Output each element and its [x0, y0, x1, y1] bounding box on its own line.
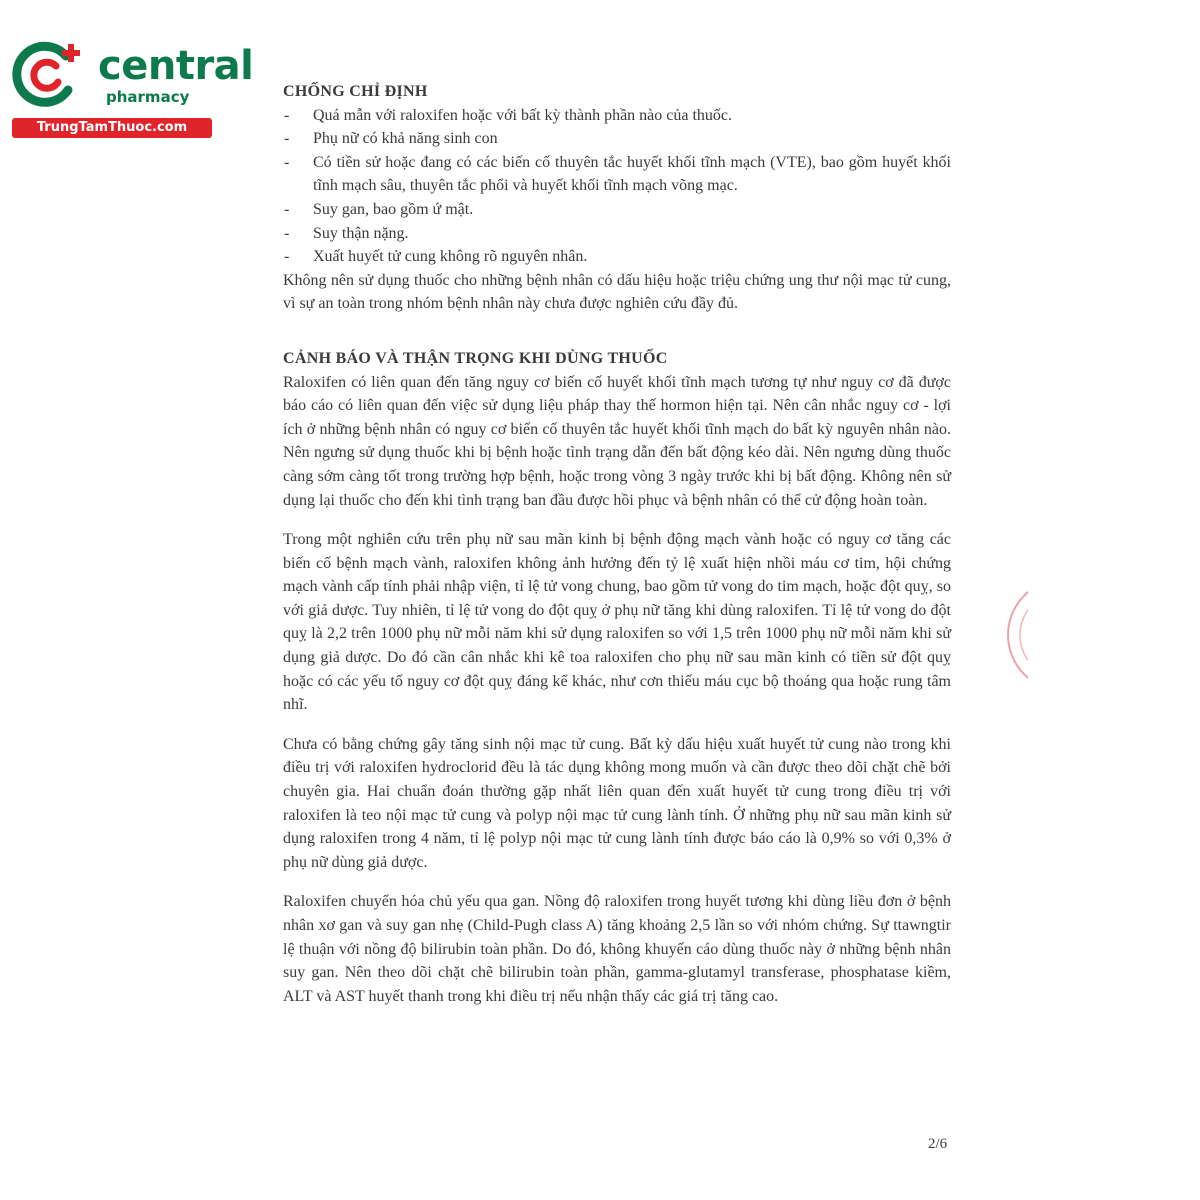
stamp-fragment-icon	[1004, 560, 1028, 710]
central-pharmacy-logo-icon	[10, 38, 90, 110]
list-item: - Suy thận nặng.	[283, 222, 951, 246]
section-heading-contraindications: CHỐNG CHỈ ĐỊNH	[283, 83, 428, 100]
section-heading-warnings: CẢNH BÁO VÀ THẬN TRỌNG KHI DÙNG THUỐC	[283, 349, 668, 367]
list-item: - Xuất huyết tử cung không rõ nguyên nhân.	[283, 245, 951, 269]
brand-logo	[10, 36, 254, 136]
document-body	[283, 80, 951, 1008]
list-item: - Phụ nữ có khả năng sinh con	[283, 127, 951, 151]
paragraph: Raloxifen chuyển hóa chủ yếu qua gan. Nồng độ raloxifen trong huyết tương khi dùng liều đơn ở bệnh nhân xơ gan và suy gan nhẹ (Child-Pugh class A) tăng khoảng 2,5 lần so với nhóm chứng. Sự ttawngtir lệ thuận với nồng độ bilirubin toàn phần. Do đó, không khuyến cáo dùng thuốc này ở những bệnh nhân suy gan. Nên theo dõi chặt chẽ bilirubin toàn phần, gamma-glutamyl transferase, phosphatase kiềm, ALT và AST huyết thanh trong khi điều trị nếu nhận thấy các giá trị tăng cao.	[283, 893, 951, 1005]
brand-subtitle: pharmacy	[106, 88, 190, 106]
list-item: - Quá mẫn với raloxifen hoặc với bất kỳ thành phần nào của thuốc.	[283, 104, 951, 128]
paragraph: Chưa có bằng chứng gây tăng sinh nội mạc tử cung. Bất kỳ dấu hiệu xuất huyết tử cung nào trong khi điều trị với raloxifen hydroclorid đều là tác dụng không mong muốn và cần được theo dõi chặt chẽ bởi chuyên gia. Hai chuẩn đoán thường gặp nhất liên quan đến xuất huyết tử cung trong điều trị với raloxifen là teo nội mạc tử cung và polyp nội mạc tử cung lành tính. Ở những phụ nữ sau mãn kinh sử dụng raloxifen trong 4 năm, tỉ lệ polyp nội mạc tử cung lành tính được báo cáo là 0,9% so với 0,3% ở phụ nữ dùng giả dược.	[283, 735, 951, 871]
brand-name: central	[98, 43, 254, 89]
brand-url: TrungTamThuoc.com	[12, 118, 212, 138]
page-number: 2/6	[928, 1136, 948, 1152]
paragraph: Trong một nghiên cứu trên phụ nữ sau mãn kinh bị bệnh động mạch vành hoặc có nguy cơ tăng các biến cố bệnh mạch vành, raloxifen không ảnh hưởng đến tỷ lệ xuất hiện nhồi máu cơ tim, hội chứng mạch vành cấp tính phải nhập viện, tỉ lệ tử vong chung, bao gồm tử vong do tim mạch, hoặc đột quỵ, so với giả dược. Tuy nhiên, tỉ lệ tử vong do đột quỵ ở phụ nữ tăng khi dùng raloxifen. Tỉ lệ tử vong do đột quỵ là 2,2 trên 1000 phụ nữ mỗi năm khi sử dụng raloxifen so với 1,5 trên 1000 phụ nữ mỗi năm khi sử dụng giả dược. Do đó cần cân nhắc khi kê toa raloxifen cho phụ nữ sau mãn kinh có tiền sử đột quỵ hoặc có các yếu tố nguy cơ đột quỵ đáng kể khác, như cơn thiếu máu cục bộ thoáng qua hoặc rung tâm nhĩ.	[283, 531, 951, 714]
list-item: - Suy gan, bao gồm ứ mật.	[283, 198, 951, 222]
paragraph: Raloxifen có liên quan đến tăng nguy cơ biến cố huyết khối tĩnh mạch tương tự như nguy cơ đã được báo cáo có liên quan đến việc sử dụng liệu pháp thay thế hormon hiện tại. Nên cân nhắc nguy cơ - lợi ích ở những bệnh nhân có nguy cơ biến cố thuyên tắc huyết khối tĩnh mạch do bất kỳ nguyên nhân nào. Nên ngưng sử dụng thuốc khi bị bệnh hoặc tình trạng dẫn đến bất động kéo dài. Nên ngưng dùng thuốc càng sớm càng tốt trong trường hợp bệnh, hoặc trong vòng 3 ngày trước khi bị bất động. Không nên sử dụng lại thuốc cho đến khi tình trạng ban đầu được hồi phục và bệnh nhân có thể cử động hoàn toàn.	[283, 373, 951, 509]
contraindication-list	[283, 104, 951, 269]
contraindication-note: Không nên sử dụng thuốc cho những bệnh nhân có dấu hiệu hoặc triệu chứng ung thư nội mạc tử cung, vì sự an toàn trong nhóm bệnh nhân này chưa được nghiên cứu đầy đủ.	[283, 271, 951, 313]
list-item: - Có tiền sử hoặc đang có các biến cố thuyên tắc huyết khối tĩnh mạch (VTE), bao gồm huyết khối tĩnh mạch sâu, thuyên tắc phổi và huyết khối tĩnh mạch võng mạc.	[283, 151, 951, 198]
